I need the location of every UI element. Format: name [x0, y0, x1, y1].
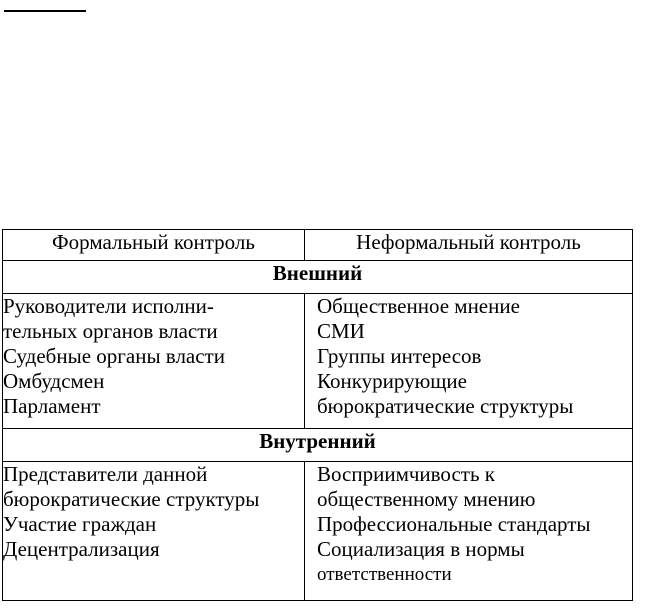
- section-title-internal: Внутренний: [3, 429, 633, 462]
- list-item: Омбудсмен: [3, 369, 105, 393]
- list-item: Судебные органы власти: [3, 344, 225, 368]
- list-item: Группы интересов: [317, 344, 482, 368]
- internal-informal-cell: [305, 462, 633, 601]
- header-informal: Неформальный контроль: [305, 230, 633, 261]
- section-title-external: Внешний: [3, 261, 633, 294]
- list-item: Социализация в нормы: [317, 537, 525, 561]
- header-formal: Формальный контроль: [3, 230, 305, 261]
- external-informal-cell: [305, 294, 633, 429]
- external-formal-cell: [3, 294, 305, 429]
- content-row-external: [3, 294, 633, 429]
- internal-formal-cell: [3, 462, 305, 601]
- list-item: ответственности: [317, 564, 452, 585]
- list-item: Представители данной: [3, 462, 208, 486]
- list-item: СМИ: [317, 319, 365, 343]
- section-row-internal: [3, 429, 633, 462]
- list-item: Децентрализация: [3, 537, 160, 561]
- list-item: тельных органов власти: [3, 319, 218, 343]
- list-item: Восприимчивость к: [317, 462, 495, 486]
- list-item: бюрократические структуры: [3, 487, 260, 511]
- content-row-internal: [3, 462, 633, 601]
- list-item: Парламент: [3, 394, 101, 418]
- top-rule: [4, 10, 86, 12]
- control-table: [2, 229, 633, 601]
- section-row-external: [3, 261, 633, 294]
- list-item: Участие граждан: [3, 512, 157, 536]
- list-item: Общественное мнение: [317, 294, 520, 318]
- list-item: Руководители исполни-: [3, 294, 214, 318]
- list-item: общественному мнению: [317, 487, 536, 511]
- list-item: Конкурирующие: [317, 369, 467, 393]
- list-item: бюрократические структуры: [317, 394, 574, 418]
- header-row: [3, 230, 633, 261]
- list-item: Профессиональные стандарты: [317, 512, 591, 536]
